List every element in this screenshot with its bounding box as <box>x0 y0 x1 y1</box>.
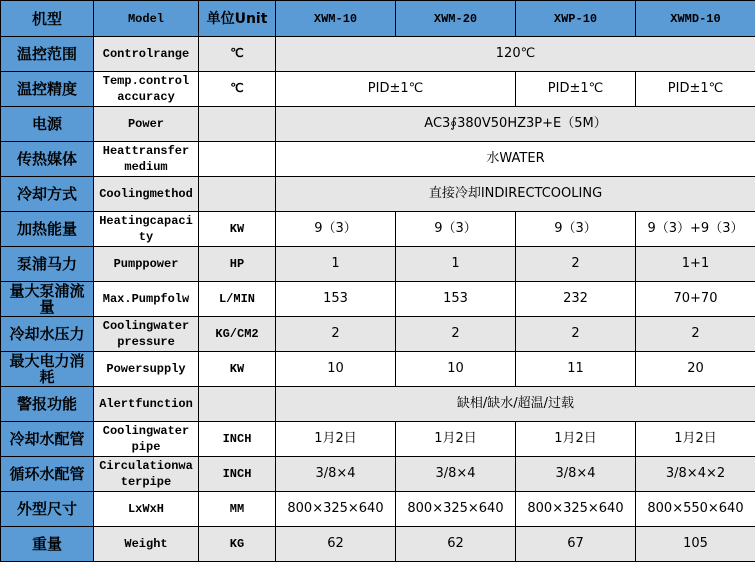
value-cell: 10 <box>396 352 516 387</box>
value-cell: 800×325×640 <box>276 492 396 527</box>
table-row <box>1 317 755 352</box>
row-unit <box>199 387 276 422</box>
row-unit: INCH <box>199 422 276 457</box>
row-unit: INCH <box>199 457 276 492</box>
value-cell: 62 <box>396 527 516 562</box>
table-row <box>1 527 755 562</box>
value-cell: 直接冷却INDIRECTCOOLING <box>276 177 755 212</box>
row-label-cn: 警报功能 <box>1 387 94 422</box>
value-cell: 9（3）+9（3） <box>636 212 755 247</box>
row-label-cn: 量大泵浦流量 <box>1 282 94 317</box>
value-cell: 1 <box>276 247 396 282</box>
header-model-type: 机型 <box>1 1 94 37</box>
value-cell: 800×325×640 <box>396 492 516 527</box>
row-label-cn: 最大电力消耗 <box>1 352 94 387</box>
row-label-cn: 传热媒体 <box>1 142 94 177</box>
table-row <box>1 422 755 457</box>
value-cell: 1+1 <box>636 247 755 282</box>
header-xwmd-10: XWMD-10 <box>636 1 755 37</box>
row-label-cn: 冷却水配管 <box>1 422 94 457</box>
row-unit: KG/CM2 <box>199 317 276 352</box>
value-cell: 1月2日 <box>276 422 396 457</box>
value-cell: 153 <box>396 282 516 317</box>
header-row <box>1 1 755 37</box>
value-cell: PID±1℃ <box>516 72 636 107</box>
value-cell: 水WATER <box>276 142 755 177</box>
value-cell: 3/8×4 <box>276 457 396 492</box>
row-label-model: Temp.control accuracy <box>94 72 199 107</box>
row-label-model: Alertfunction <box>94 387 199 422</box>
value-cell: AC3∮380V50HZ3P+E（5M） <box>276 107 755 142</box>
row-unit <box>199 177 276 212</box>
row-label-cn: 泵浦马力 <box>1 247 94 282</box>
table-row <box>1 387 755 422</box>
row-label-model: Pumppower <box>94 247 199 282</box>
row-label-cn: 温控范围 <box>1 37 94 72</box>
row-label-cn: 冷却水压力 <box>1 317 94 352</box>
row-unit <box>199 107 276 142</box>
value-cell: 2 <box>516 317 636 352</box>
value-cell: 1月2日 <box>396 422 516 457</box>
value-cell: 62 <box>276 527 396 562</box>
table-row <box>1 212 755 247</box>
table-row <box>1 107 755 142</box>
row-label-model: Controlrange <box>94 37 199 72</box>
value-cell: PID±1℃ <box>636 72 755 107</box>
row-label-cn: 外型尺寸 <box>1 492 94 527</box>
header-unit: 单位Unit <box>199 1 276 37</box>
table-row <box>1 352 755 387</box>
table-row <box>1 492 755 527</box>
value-cell: 3/8×4 <box>396 457 516 492</box>
row-unit: L/MIN <box>199 282 276 317</box>
row-label-model: Heatingcapacity <box>94 212 199 247</box>
value-cell: 800×325×640 <box>516 492 636 527</box>
row-unit: KG <box>199 527 276 562</box>
row-label-cn: 电源 <box>1 107 94 142</box>
table-row <box>1 457 755 492</box>
header-xwm-20: XWM-20 <box>396 1 516 37</box>
value-cell: 120℃ <box>276 37 755 72</box>
table-row <box>1 177 755 212</box>
table-row <box>1 37 755 72</box>
row-label-model: Powersupply <box>94 352 199 387</box>
row-label-cn: 加热能量 <box>1 212 94 247</box>
value-cell: 232 <box>516 282 636 317</box>
value-cell: 9（3） <box>276 212 396 247</box>
value-cell: 20 <box>636 352 755 387</box>
value-cell: 3/8×4×2 <box>636 457 755 492</box>
row-unit <box>199 142 276 177</box>
row-label-model: Coolingmethod <box>94 177 199 212</box>
row-label-model: Max.Pumpfolw <box>94 282 199 317</box>
row-label-model: Coolingwater pressure <box>94 317 199 352</box>
value-cell: 153 <box>276 282 396 317</box>
row-label-cn: 冷却方式 <box>1 177 94 212</box>
row-unit: ℃ <box>199 72 276 107</box>
row-label-model: LxWxH <box>94 492 199 527</box>
value-cell: 800×550×640 <box>636 492 755 527</box>
value-cell: 10 <box>276 352 396 387</box>
row-unit: MM <box>199 492 276 527</box>
value-cell: 1月2日 <box>636 422 755 457</box>
value-cell: 2 <box>516 247 636 282</box>
row-label-model: Weight <box>94 527 199 562</box>
table-row <box>1 72 755 107</box>
header-model: Model <box>94 1 199 37</box>
row-label-model: Coolingwater pipe <box>94 422 199 457</box>
row-label-model: Power <box>94 107 199 142</box>
header-xwm-10: XWM-10 <box>276 1 396 37</box>
value-cell: 2 <box>396 317 516 352</box>
value-cell: 2 <box>636 317 755 352</box>
value-cell: 1月2日 <box>516 422 636 457</box>
value-cell: 缺相/缺水/超温/过载 <box>276 387 755 422</box>
row-label-cn: 重量 <box>1 527 94 562</box>
value-cell: 105 <box>636 527 755 562</box>
header-xwp-10: XWP-10 <box>516 1 636 37</box>
value-cell: 9（3） <box>516 212 636 247</box>
value-cell: 11 <box>516 352 636 387</box>
value-cell: 9（3） <box>396 212 516 247</box>
row-label-cn: 循环水配管 <box>1 457 94 492</box>
row-unit: ℃ <box>199 37 276 72</box>
table-row <box>1 247 755 282</box>
table-row <box>1 142 755 177</box>
value-cell: 2 <box>276 317 396 352</box>
value-cell: 1 <box>396 247 516 282</box>
value-cell: 67 <box>516 527 636 562</box>
value-cell: 70+70 <box>636 282 755 317</box>
value-cell: 3/8×4 <box>516 457 636 492</box>
value-cell: PID±1℃ <box>276 72 516 107</box>
table-row <box>1 282 755 317</box>
row-unit: KW <box>199 352 276 387</box>
row-unit: KW <box>199 212 276 247</box>
row-unit: HP <box>199 247 276 282</box>
row-label-cn: 温控精度 <box>1 72 94 107</box>
row-label-model: Circulationwaterpipe <box>94 457 199 492</box>
row-label-model: Heattransfer medium <box>94 142 199 177</box>
